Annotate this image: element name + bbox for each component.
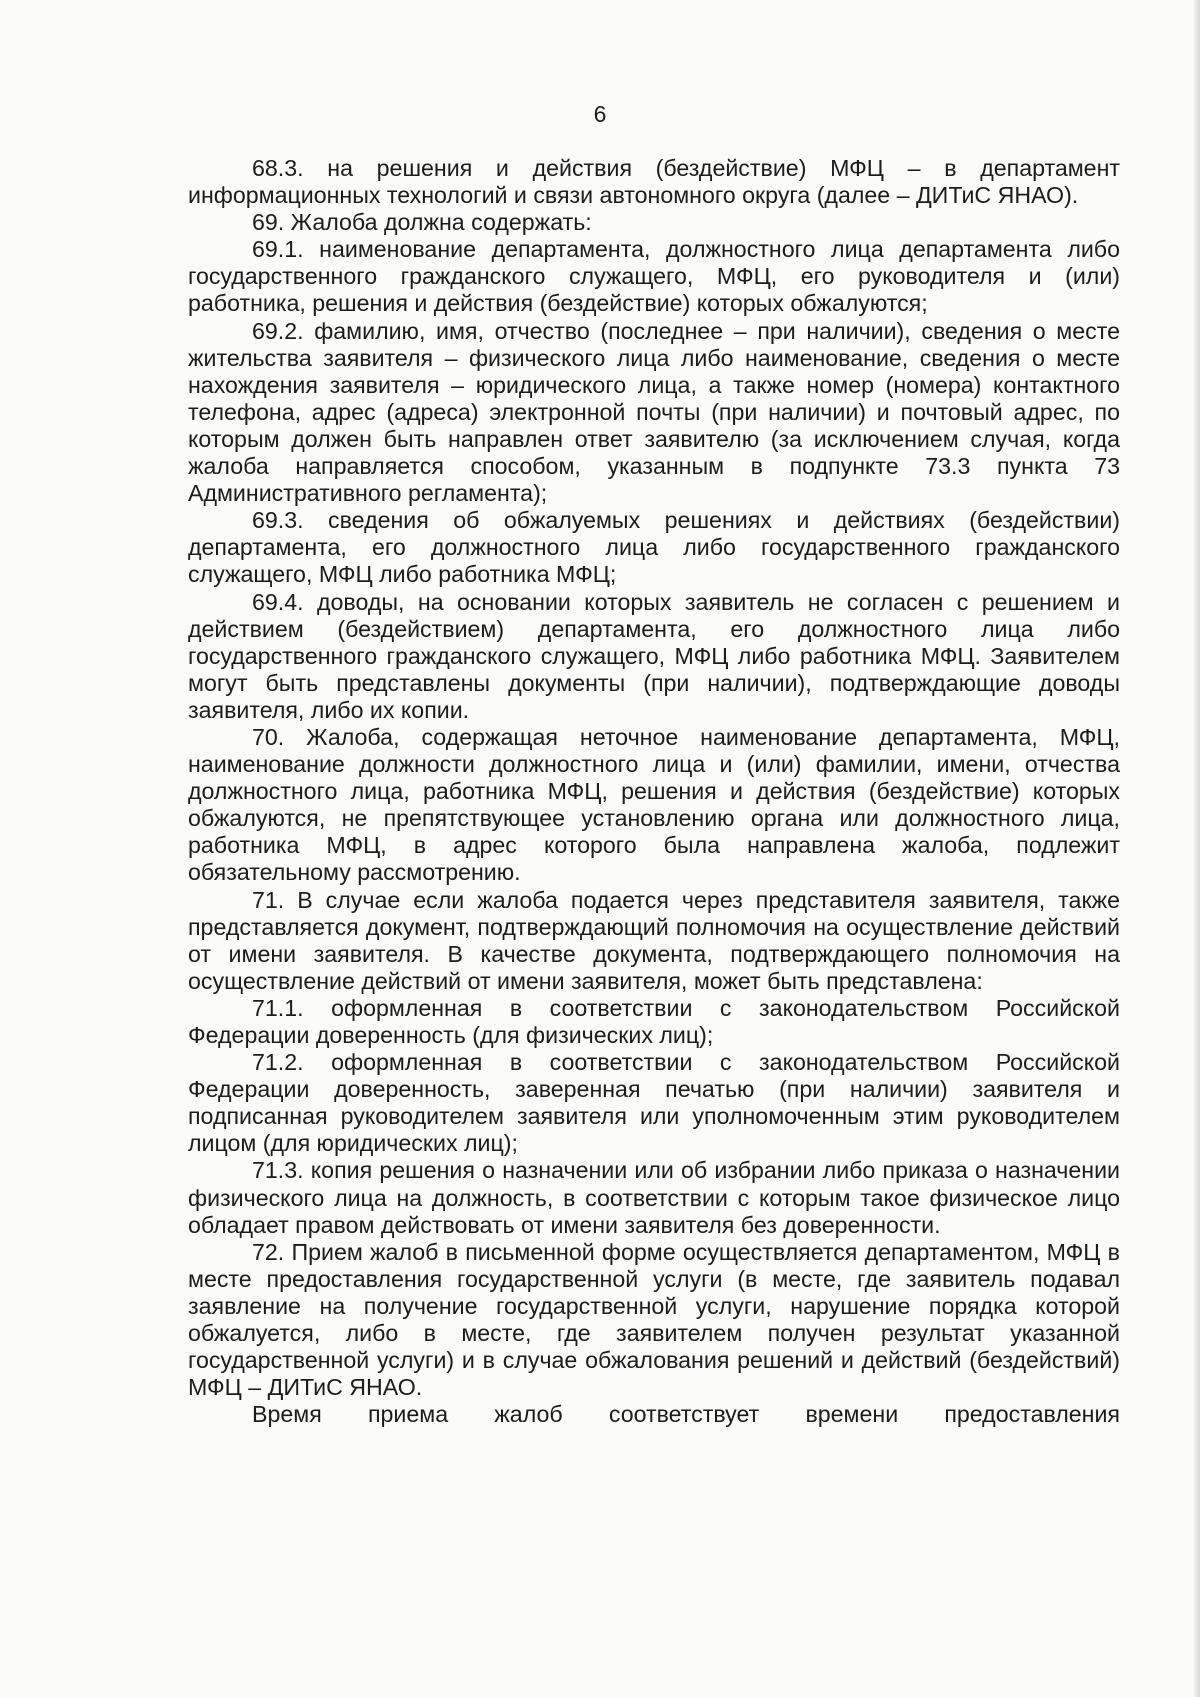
page-edge-shadow <box>1194 0 1200 1697</box>
paragraph-71-2: 71.2. оформленная в соответствии с законодательством Российской Федерации доверенность, заверенная печатью (при наличии) заявителя и подписанная руководителем заявителя или уполномоченным этим руководителем лицом (для юридических лиц); <box>188 1049 1120 1157</box>
paragraph-69: 69. Жалоба должна содержать: <box>252 209 592 236</box>
paragraph-69-4: 69.4. доводы, на основании которых заявитель не согласен с решением и действием (бездействием) департамента, его должностного лица либо государственного гражданского служащего, МФЦ либо работника МФЦ. Заявителем могут быть представлены документы (при наличии), подтверждающие доводы заявителя, либо их копии. <box>188 588 1120 723</box>
page-number: 6 <box>593 101 607 127</box>
paragraph-71: 71. В случае если жалоба подается через представителя заявителя, также представляется документ, подтверждающий полномочия на осуществление действий от имени заявителя. В качестве документа, подтверждающего полномочия на осуществление действий от имени заявителя, может быть представлена: <box>188 886 1120 994</box>
document-body <box>188 155 1120 1428</box>
paragraph-71-3: 71.3. копия решения о назначении или об избрании либо приказа о назначении физического лица на должность, в соответствии с которым такое физическое лицо обладает правом действовать от имени заявителя без доверенности. <box>188 1157 1120 1238</box>
paragraph-reception-time: Время приема жалоб соответствует времени предоставления <box>252 1401 1120 1428</box>
paragraph-69-3: 69.3. сведения об обжалуемых решениях и действиях (бездействии) департамента, его должностного лица либо государственного гражданского служащего, МФЦ либо работника МФЦ; <box>188 507 1120 588</box>
paragraph-70: 70. Жалоба, содержащая неточное наименование департамента, МФЦ, наименование должности должностного лица и (или) фамилии, имени, отчества должностного лица, работника МФЦ, решения и действия (бездействие) которых обжалуются, не препятствующее установлению органа или должностного лица, работника МФЦ, в адрес которого была направлена жалоба, подлежит обязательному рассмотрению. <box>188 723 1120 886</box>
paragraph-69-2: 69.2. фамилию, имя, отчество (последнее – при наличии), сведения о месте жительства заявителя – физического лица либо наименование, сведения о месте нахождения заявителя – юридического лица, а также номер (номера) контактного телефона, адрес (адреса) электронной почты (при наличии) и почтовый адрес, по которым должен быть направлен ответ заявителю (за исключением случая, когда жалоба направляется способом, указанным в подпункте 73.3 пункта 73 Административного регламента); <box>188 317 1120 507</box>
paragraph-69-1: 69.1. наименование департамента, должностного лица департамента либо государственного гражданского служащего, МФЦ, его руководителя и (или) работника, решения и действия (бездействие) которых обжалуются; <box>188 236 1120 317</box>
paragraph-72: 72. Прием жалоб в письменной форме осуществляется департаментом, МФЦ в месте предоставления государственной услуги (в месте, где заявитель подавал заявление на получение государственной услуги, нарушение порядка которой обжалуется, либо в месте, где заявителем получен результат указанной государственной услуги) и в случае обжалования решений и действий (бездействий) МФЦ – ДИТиС ЯНАО. <box>188 1238 1120 1401</box>
paragraph-71-1: 71.1. оформленная в соответствии с законодательством Российской Федерации доверенность (для физических лиц); <box>188 994 1120 1048</box>
paragraph-68-3: 68.3. на решения и действия (бездействие) МФЦ – в департамент информационных технологий и связи автономного округа (далее – ДИТиС ЯНАО). <box>188 155 1120 209</box>
